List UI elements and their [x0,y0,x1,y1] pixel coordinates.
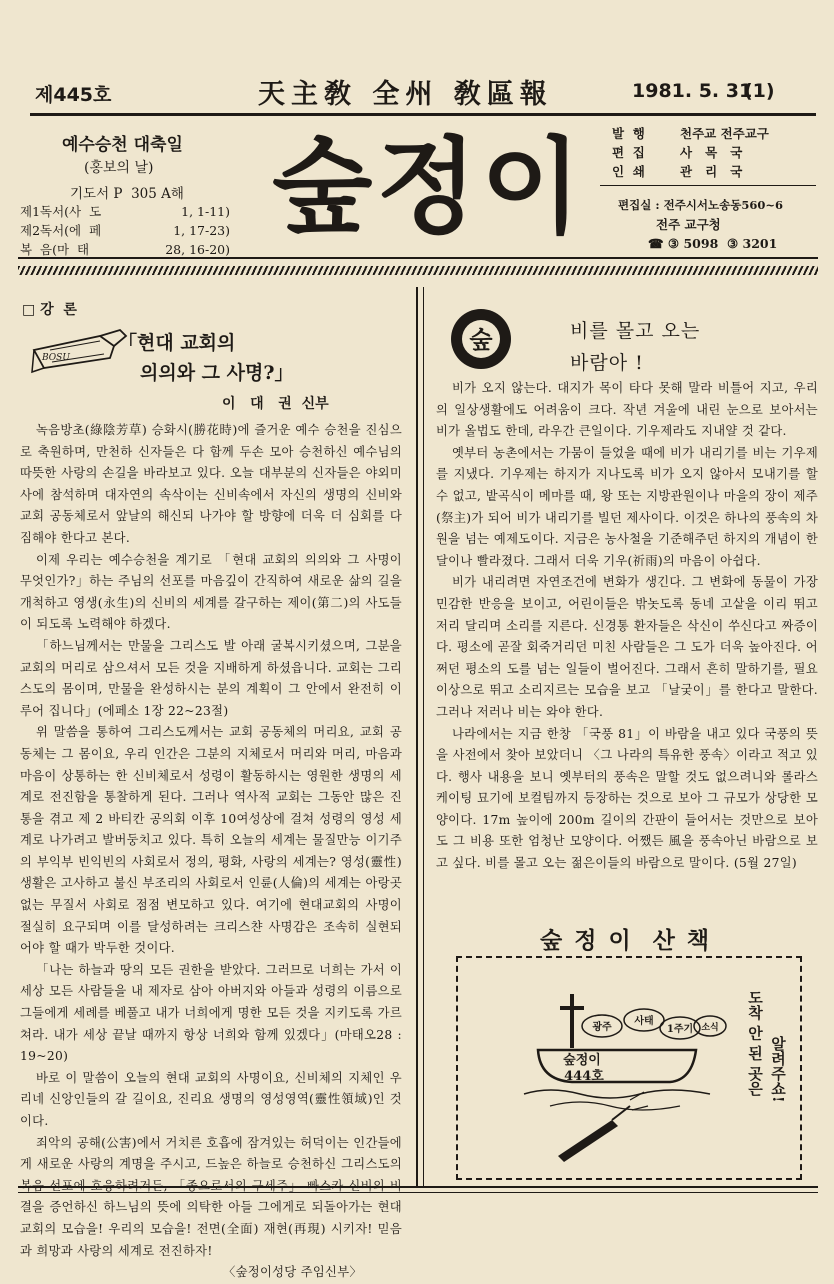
masthead-rule [30,113,816,116]
editorial-title-line1: 「현대 교회의 [118,332,236,354]
staff-publisher: 발 행 천주교 전주교구 [612,126,769,141]
column-body [436,378,818,875]
page-number: (1) [744,80,775,102]
column-divider-2 [423,287,424,1187]
editorial-paragraph: 이제 우리는 예수승천을 계기로 「현대 교회의 의의와 그 사명이 무엇인가?」하는 주님의 선포를 마음깊이 간직하여 새로운 삶의 길을 개척하고 영생(永生)의 신비의 세계를 갈구하는 제이(第二)의 사도들이 되도록 노력해야 하겠다. [20,552,402,632]
office-info: 편집실 : 전주시서노송동560~6 전주 교구청 ☎ ③ 5098 ③ 3201 [618,198,783,251]
cartoon-side-caption-2: 알려주쇼! [769,1036,787,1103]
publisher-title: 天主敎 全州 敎區報 [258,79,553,110]
editorial-paragraph: 바로 이 말씀이 오늘의 현대 교회의 사명이요, 신비체의 지체인 우리네 신앙인들의 갈 길이요, 진리요 생명의 영성영역(靈性領域)인 것이다. [20,1070,402,1128]
editorial-author: 이 대 권 신부 [222,396,329,412]
column-paragraph: 나라에서는 지금 한창 「국풍 81」이 바람을 내고 있다 국풍의 뜻을 사전에서 찾아 보았더니 〈그 나라의 특유한 풍속〉이라고 적고 있다. 행사 내용을 보니 옛부터의 풍속은 말할 것도 없으려니와 롤라스케이팅 묘기에 보컬팀까지 등장하는 것으로 보아 그 규모가 상당한 모양이다. 17m 높이에 200m 길이의 간판이 들어서는 것만으로 보아도 그 비용 또한 엄청난 모양이다. 어쨌든 風을 풍속아닌 바람으로 보고 싶다. 비를 몰고 오는 젊은이들의 바람으로 말이다. (5월 27일) [436,726,818,871]
readings-list [20,202,230,259]
staff-list [612,124,816,181]
editorial-paragraph: 죄악의 공해(公害)에서 거치른 호흡에 잠겨있는 허덕이는 인간들에게 새로운 사랑의 계명을 주시고, 드높은 하늘로 승천하신 그리스도의 결을 증언하신 하느님의 뜻에 의탁한 아들 그에게로 되돌아가는 현대교회의 모습을! 우리의 모습을! 전면(全面) 재현(再現) 시키자! 믿음과 희망과 사랑의 세계로 전진하자! [20,1135,402,1258]
column-emblem [450,308,512,370]
editorial-paragraph: 「나는 하늘과 땅의 모든 권한을 받았다. 그러므로 너희는 가서 이 세상 모든 사람들을 내 제자로 삼아 아버지와 아들과 성령의 이름으로 그들에게 세례를 베풀고 내가 너희에게 명한 모든 것을 지키도록 가르쳐라. 내가 세상 끝날 때까지 항상 너희와 함께 있겠다」(마태오28 : 19~20) [20,962,402,1064]
column-title-line2: 바람아 ! [570,352,644,374]
footer-rule-2 [18,1192,818,1193]
newspaper-title: 숲정이 [272,126,586,248]
issue-number: 제445호 [35,84,112,106]
cartoon-side-caption-1: 도착 안 된 곳은 [746,990,764,1096]
cartoon-title: 숲 정 이 산 책 [540,927,712,954]
editorial-paragraph: 「하느님께서는 만물을 그리스도 발 아래 굴복시키셨으며, 그분을 교회의 머리로 삼으셔서 모든 것을 지배하게 하셨읍니다. 교회는 그리스도의 몸이며, 만물을 완성하시는 분의 계획이 그 안에서 완전히 이루어 집니다」(에페소 1장 22~23절) [20,638,402,718]
column-paragraph: 비가 오지 않는다. 대지가 목이 타다 못해 말라 비틀어 지고, 우리의 일상생활에도 어려움이 크다. 작년 겨울에 내린 눈으로 보아서는 비가 올법도 한데, 라우간 큰일이다. 기우제라도 지내얄 것 같다. [436,381,818,439]
issue-date: 1981. 5. 31 [632,80,753,102]
reading-2: 제2독서(에 페 1, 17-23) [20,223,230,238]
column-paragraph: 비가 내리려면 자연조건에 변화가 생긴다. 그 변화에 동물이 가장 민감한 반응을 보이고, 어린이들은 밖놋도록 동네 고샅을 이리 뛰고 저리 달리며 소리를 지른다. 신경통 환자들은 삭신이 쑤신다고 짜증이다. 평소에 곧잘 회죽거리던 미친 사람들은 그 도가 더욱 높아진다. 어쩌던 평소의 도를 넘는 일들이 벌어진다. 그래서 흔히 말하기를, 필요 이상으로 뛰고 소리지르는 모습을 보고 「날궂이」를 한다고 말한다. 그러나 저러나 비는 와야 한다. [436,575,818,719]
svg-text:소식: 소식 [701,1023,719,1033]
pen-icon [30,328,130,374]
prayer-book: 기도서 P 305 A해 [70,186,184,202]
feast-title: 예수승천 대축일 [62,135,183,155]
svg-text:숲: 숲 [469,325,493,354]
column-paragraph: 옛부터 농촌에서는 가뭄이 들었을 때에 비가 내리기를 비는 기우제를 지냈다. 기우제는 하지가 지나도록 비가 오지 않아서 모내기를 할 수 없고, 밭곡식이 메마를 때, 왕 또는 지방관원이나 마을의 장이 제주(祭主)가 되어 비가 내리기를 빌던 제사이다. 이것은 하나의 풍속의 차원을 넘는 예제도이다. 지금은 농사철을 기준해주던 하지의 개념이 한 달이나 빨라졌다. 그래서 더욱 기우(祈雨)의 마음이 아쉽다. [436,445,818,568]
column-title-line1: 비를 몰고 오는 [570,320,701,342]
section-label: □ 강 론 [22,302,77,318]
header-hatch-band [18,266,818,275]
staff-divider [600,185,816,186]
feast-subtitle: (홍보의 날) [84,160,154,176]
header-bottom-rule [18,257,818,259]
svg-text:사태: 사태 [634,1016,654,1027]
editorial-paragraph: 녹음방초(綠陰芳草) 승화시(勝花時)에 즐거운 예수 승천을 진심으로 축원하며, 만천하 신자들은 다 함께 두손 모아 승천하신 예수님의 따뜻한 사랑의 손길을 바라보고 있다. 오늘 대부분의 신자들은 야외미사에 참석하며 대자연의 속삭이는 신비속에서 자신의 생명의 신비와 교회 공동체로서 앞날의 해신되 나가야 할 방향에 더욱 더 심회를 다짐해야 한다고 본다. [20,423,402,545]
footer-rule [18,1186,818,1188]
editorial-signature: 〈숲정이성당 주임신부〉 [222,1265,362,1280]
svg-text:광주: 광주 [592,1022,612,1033]
column-divider [416,287,418,1187]
svg-text:444호: 444호 [564,1069,604,1084]
staff-editor: 편 집 사 목 국 [612,145,743,160]
svg-text:BOSU: BOSU [42,353,70,363]
svg-text:숲정이: 숲정이 [563,1053,601,1068]
editorial-body [20,420,402,1284]
reading-1: 제1독서(사 도 1, 1-11) [20,204,230,219]
editorial-paragraph: 위 말씀을 통하여 그리스도께서는 교회 공동체의 머리요, 교회 공동체는 그 몸이요, 우리 인간은 그분의 지체로서 머리와 머리, 마음과 마음이 상통하는 한 신비체로서 성령이 활동하시는 영원한 생명의 세계로 전진함을 통찰하게 된다. 그러나 역사적 교회는 그동안 많은 진통을 겪고 제 2 바티칸 공의회 이후 10여성상에 걸쳐 성령의 영성 세계로 나가려고 발버둥치고 있다. 특히 오늘의 세계는 물질만능 이기주의 부익부 빈익빈의 사회로서 정의, 평화, 사랑의 세계는? 영성(靈性) 생활은 고사하고 불신 부조리의 사회로서 인륜(人倫)의 세계는 아랑곳 없는 무질서 사회로 점점 변모하고 있다. 여기에 현대교회의 사명이 절실히 요구되며 이를 달성하려는 크리스챤 사명감은 조속히 실현되어야 할 때가 박두한 것이다. [20,725,402,956]
reading-3: 복 음(마 태 28, 16-20) [20,242,230,257]
svg-text:1주기: 1주기 [666,1024,694,1035]
cartoon-ship-illustration [520,980,730,1170]
staff-printer: 인 쇄 관 리 국 [612,164,743,179]
editorial-title-line2: 의의와 그 사명?」 [140,362,294,384]
